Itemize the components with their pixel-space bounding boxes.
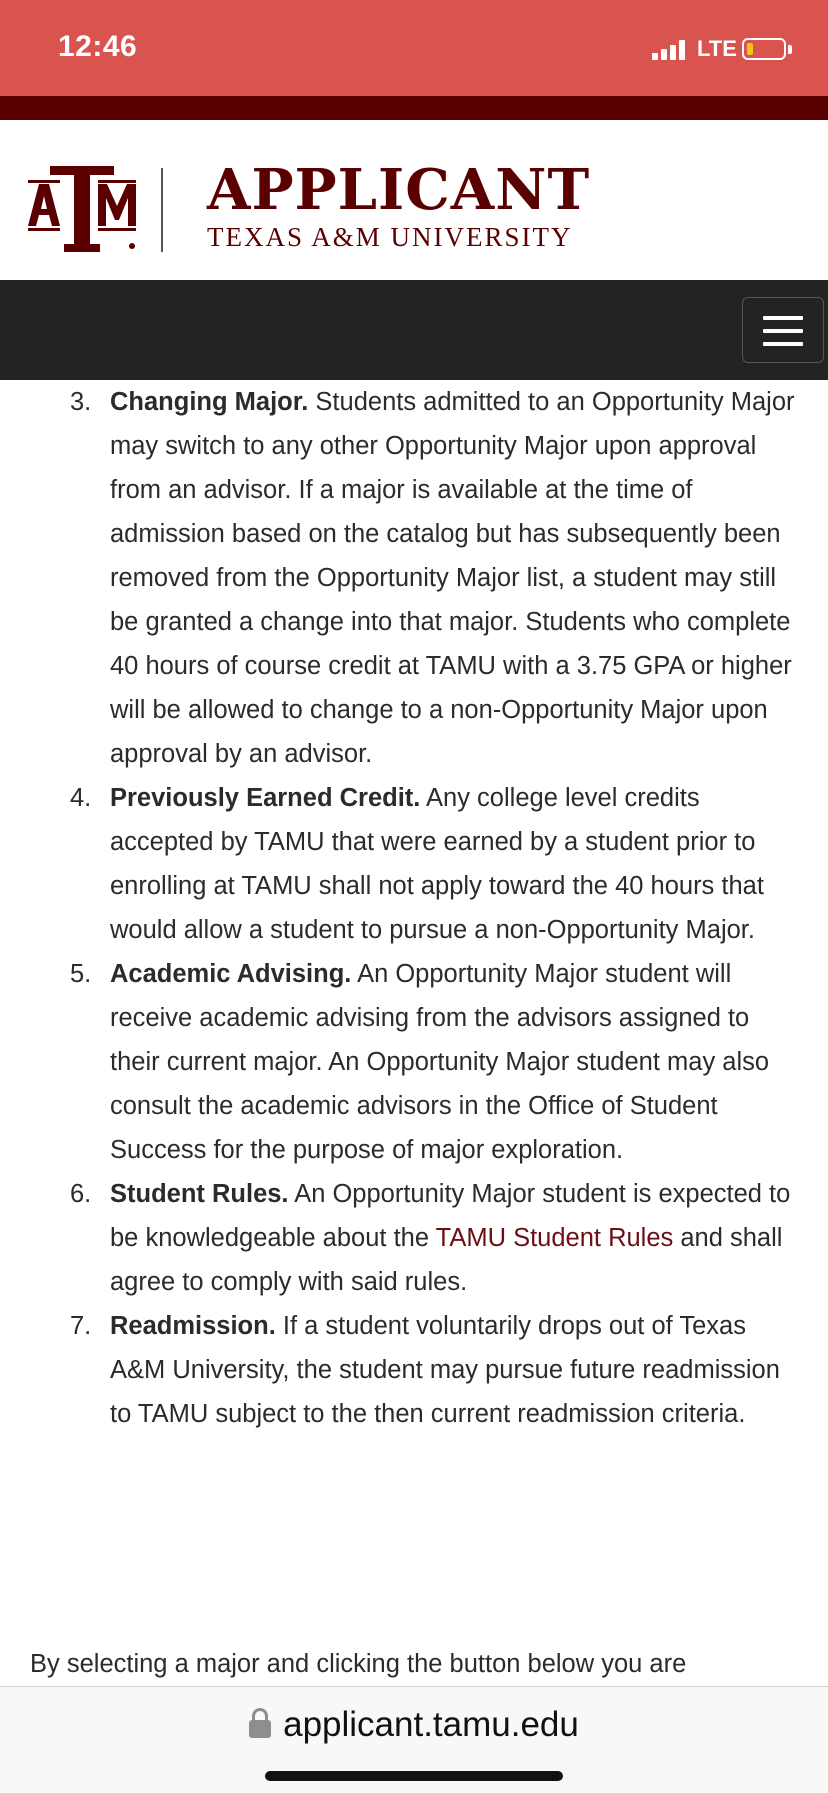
rule-text: and shall agree to comply with said rules. bbox=[110, 1224, 783, 1296]
rule-text: An Opportunity Major student will receive academic advising from the advisors assigned to their current major. An Opportunity Major student may also consult the academic advisors in the Office of Student Success for the purpose of major exploration. bbox=[110, 960, 770, 1164]
logo-divider bbox=[161, 168, 163, 252]
rule-text: An Opportunity Major student is expected to be knowledgeable about the bbox=[110, 1180, 791, 1252]
list-item bbox=[0, 952, 828, 1172]
brand-title: APPLICANT bbox=[207, 157, 591, 223]
address-bar[interactable] bbox=[0, 1705, 828, 1745]
lock-icon bbox=[249, 1708, 271, 1738]
network-type: LTE bbox=[697, 36, 737, 61]
rules-list bbox=[0, 380, 828, 1436]
status-time: 12:46 bbox=[58, 30, 138, 63]
list-item bbox=[0, 1304, 828, 1436]
atm-logo-icon[interactable] bbox=[28, 166, 136, 252]
signal-strength-icon bbox=[652, 38, 692, 60]
browser-bottom-bar bbox=[0, 1686, 828, 1793]
list-number: 3. bbox=[70, 388, 92, 416]
rule-title: Academic Advising. bbox=[110, 960, 352, 988]
brand-strip bbox=[0, 96, 828, 120]
nav-bar bbox=[0, 280, 828, 380]
list-number: 4. bbox=[70, 784, 92, 812]
rule-text: Any college level credits accepted by TAMU that were earned by a student prior to enrolling at TAMU shall not apply toward the 40 hours that would allow a student to pursue a non-Opportunity Major. bbox=[110, 784, 764, 944]
hamburger-menu-icon bbox=[763, 316, 803, 320]
brand-subtitle: TEXAS A&M UNIVERSITY bbox=[207, 222, 573, 252]
home-indicator[interactable] bbox=[265, 1771, 563, 1781]
hamburger-menu-button[interactable] bbox=[742, 297, 824, 363]
rule-title: Student Rules. bbox=[110, 1180, 289, 1208]
rule-text: If a student voluntarily drops out of Texas A&M University, the student may pursue future readmission to TAMU subject to the then current readmission criteria. bbox=[110, 1312, 780, 1428]
site-header bbox=[0, 120, 828, 280]
list-number: 7. bbox=[70, 1312, 92, 1340]
battery-icon bbox=[742, 38, 786, 60]
url-text[interactable]: applicant.tamu.edu bbox=[283, 1705, 579, 1744]
battery-tip bbox=[788, 45, 792, 54]
list-item bbox=[0, 380, 828, 776]
rule-text: Students admitted to an Opportunity Major may switch to any other Opportunity Major upon approval from an advisor. If a major is available at the time of admission based on the catalog but has subsequently been removed from the Opportunity Major list, a student may still be granted a change into that major. Students who complete 40 hours of course credit at TAMU with a 3.75 GPA or higher will be allowed to change to a non-Opportunity Major upon approval by an advisor. bbox=[110, 388, 795, 768]
list-number: 5. bbox=[70, 960, 92, 988]
student-rules-link[interactable]: TAMU Student Rules bbox=[435, 1224, 674, 1252]
list-item bbox=[0, 776, 828, 952]
rule-title: Previously Earned Credit. bbox=[110, 784, 421, 812]
status-bar bbox=[0, 0, 828, 96]
list-item bbox=[0, 1172, 828, 1304]
list-number: 6. bbox=[70, 1180, 92, 1208]
battery-level bbox=[747, 43, 753, 55]
main-content bbox=[0, 380, 828, 1686]
rule-title: Readmission. bbox=[110, 1312, 276, 1340]
rule-title: Changing Major. bbox=[110, 388, 309, 416]
closing-text: By selecting a major and clicking the button below you are bbox=[30, 1650, 687, 1678]
